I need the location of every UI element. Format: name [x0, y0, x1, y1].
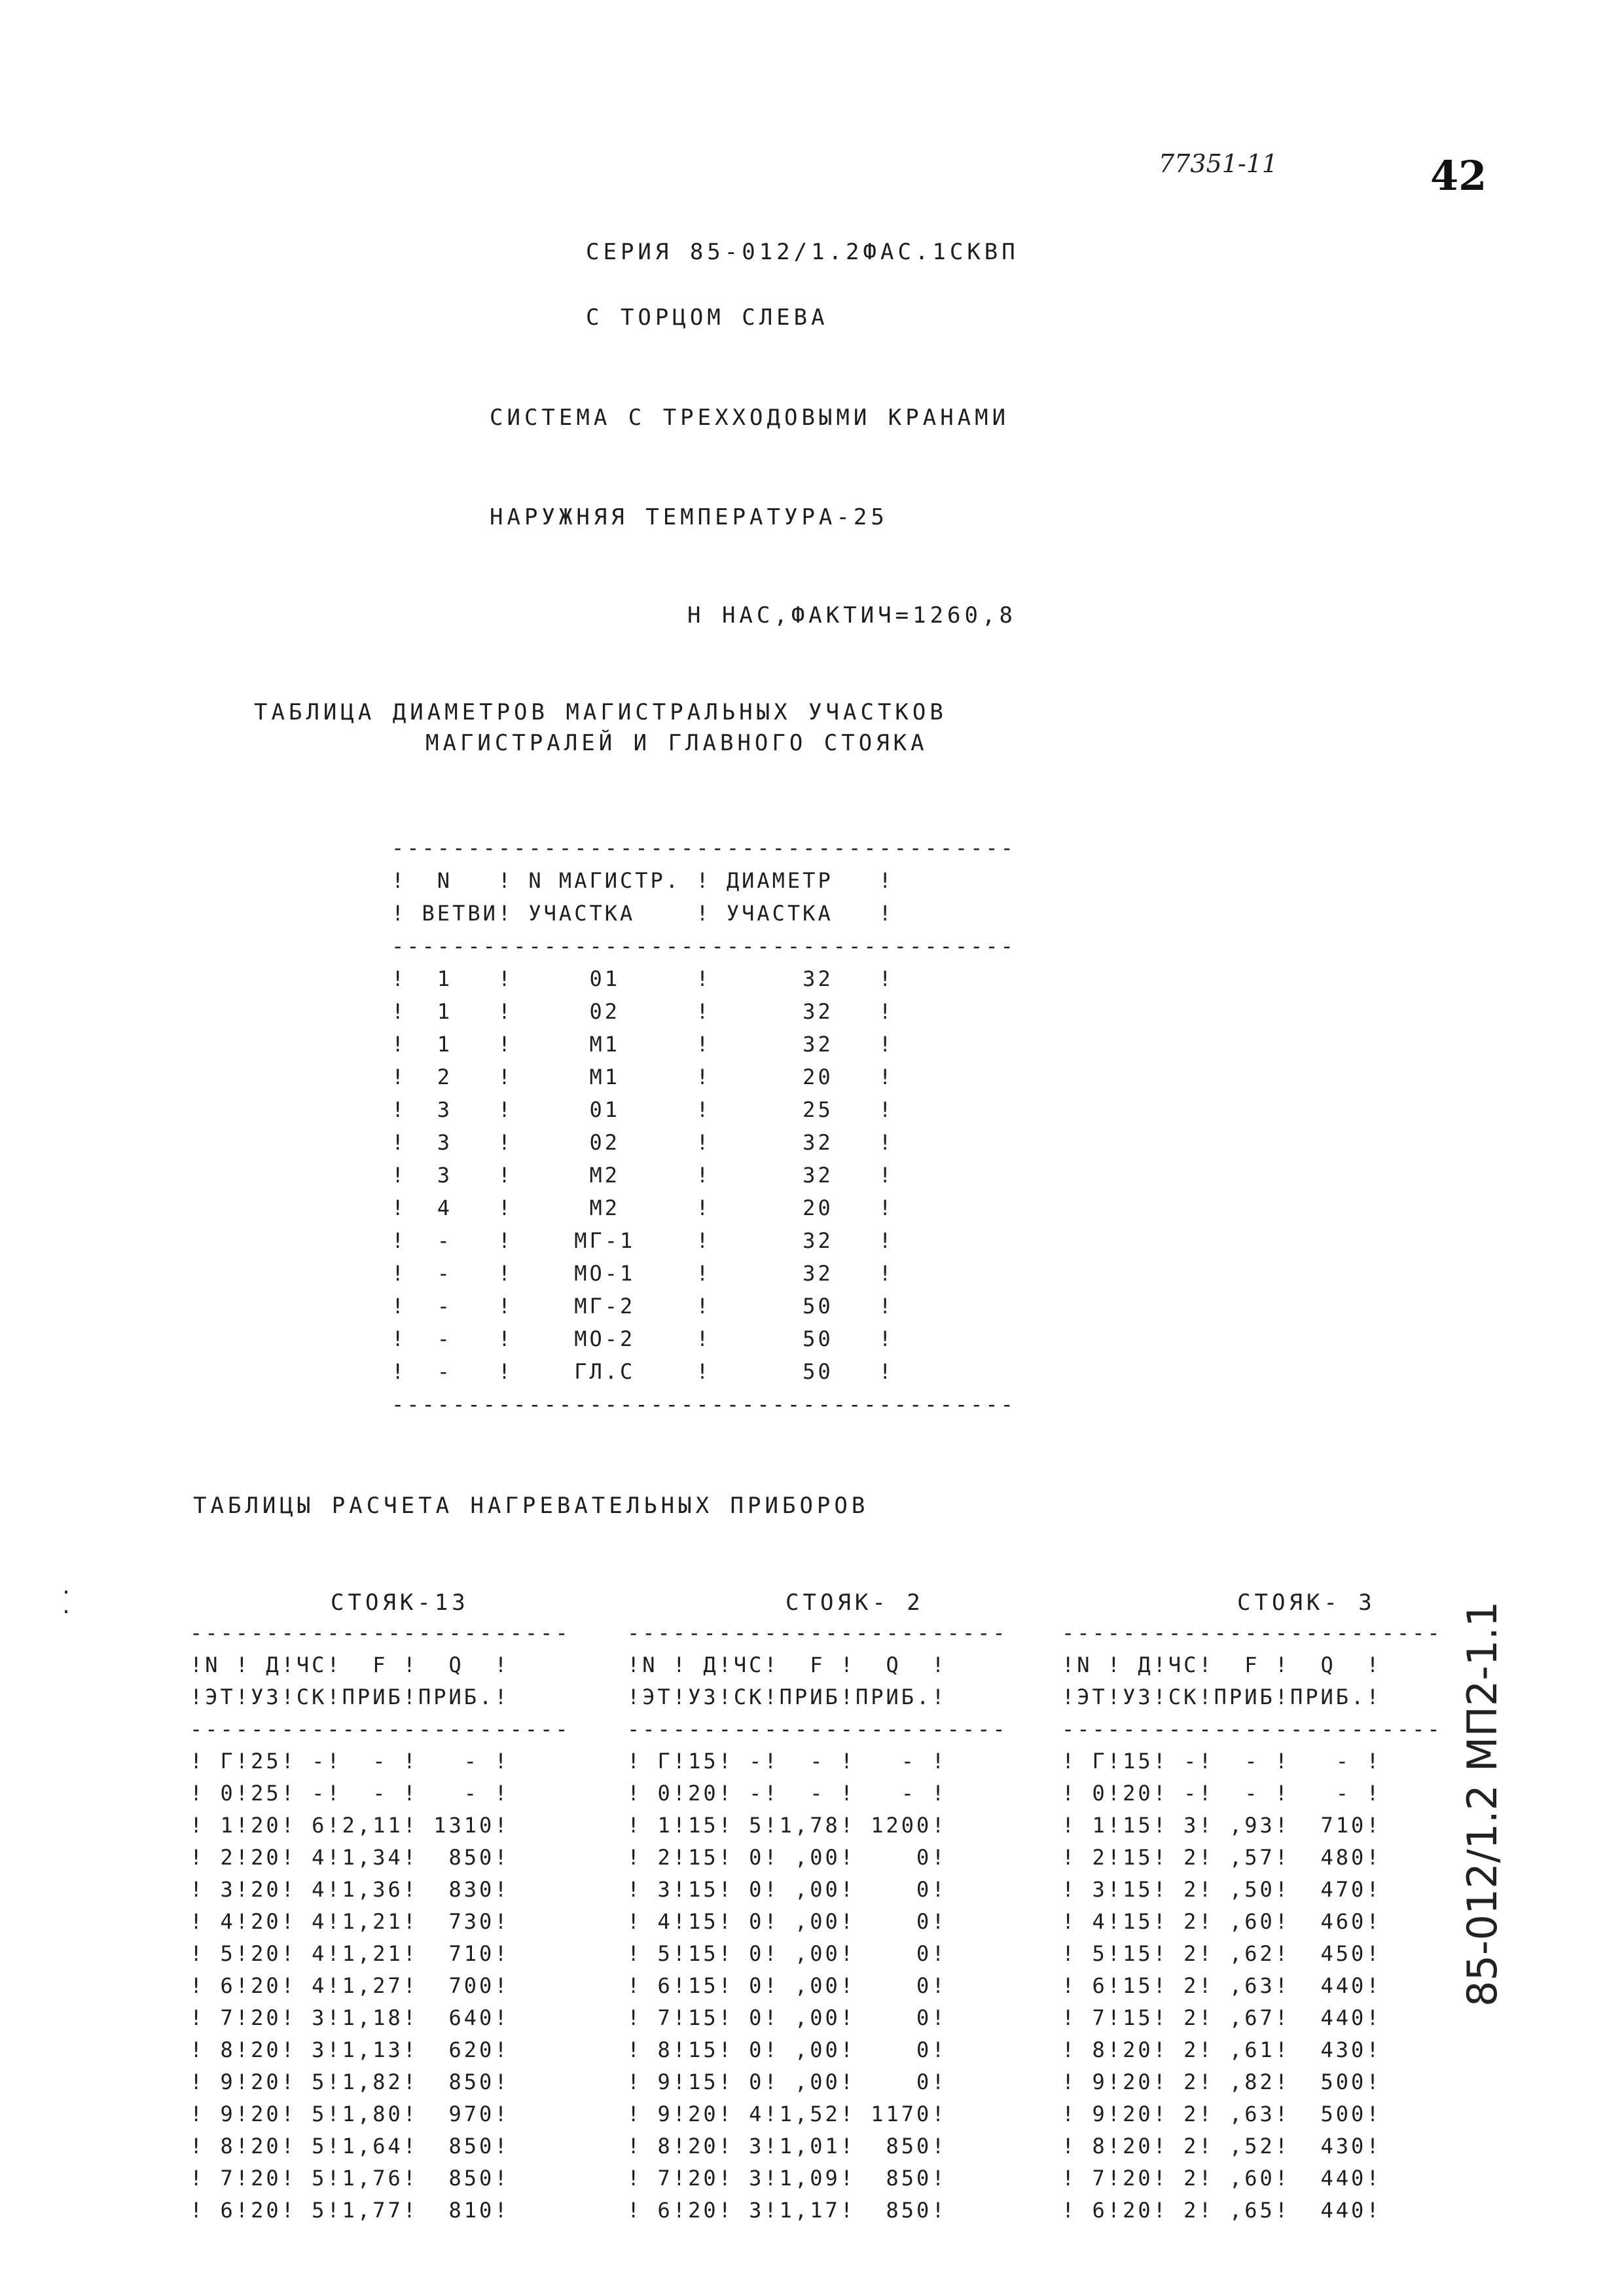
riser-table-line: ! 4!20! 4!1,21! 730! — [190, 1909, 510, 1934]
riser-3-title: СТОЯК- 3 — [1237, 1590, 1376, 1616]
riser-table-line: ! 6!15! 0! ,00! 0! — [627, 1973, 947, 1998]
riser-table-line: ! 1!15! 3! ,93! 710! — [1062, 1813, 1382, 1838]
diameter-table-line: ----------------------------------------- — [391, 835, 1016, 860]
riser-table-line: ! 8!20! 3!1,13! 620! — [190, 2037, 510, 2062]
riser-table-line: ------------------------- — [1062, 1620, 1443, 1645]
diameter-table — [391, 831, 1016, 1421]
margin-marks: . . — [60, 1576, 73, 1618]
riser-table-line: ! 7!15! 2! ,67! 440! — [1062, 2005, 1382, 2030]
riser-table-line: ! 0!20! -! - ! - ! — [1062, 1781, 1382, 1806]
riser-table-line: !N ! Д!ЧС! F ! Q ! — [627, 1652, 947, 1677]
riser-table-line: ! 9!20! 2! ,82! 500! — [1062, 2069, 1382, 2094]
system-line: СИСТЕМА С ТРЕХХОДОВЫМИ КРАНАМИ — [490, 405, 1010, 431]
diameter-table-line: ! - ! МО-1 ! 32 ! — [391, 1261, 894, 1286]
riser-table-line: ! 8!20! 2! ,52! 430! — [1062, 2134, 1382, 2159]
riser-3-table — [1062, 1617, 1443, 2227]
diameter-table-line: ! 2 ! М1 ! 20 ! — [391, 1065, 894, 1089]
diameter-table-line: ! 1 ! 01 ! 32 ! — [391, 966, 894, 991]
riser-table-line: ! 3!20! 4!1,36! 830! — [190, 1877, 510, 1902]
riser-table-line: ! 1!15! 5!1,78! 1200! — [627, 1813, 947, 1838]
riser-table-line: !ЭТ!УЗ!СК!ПРИБ!ПРИБ.! — [190, 1685, 510, 1709]
riser-table-line: ! 3!15! 0! ,00! 0! — [627, 1877, 947, 1902]
riser-table-line: ! 9!20! 5!1,80! 970! — [190, 2102, 510, 2126]
document-code: 77351-11 — [1159, 149, 1278, 178]
outdoor-temp-line: НАРУЖНЯЯ ТЕМПЕРАТУРА-25 — [490, 504, 888, 530]
riser-table-line: ! 5!20! 4!1,21! 710! — [190, 1941, 510, 1966]
riser-13-title: СТОЯК-13 — [331, 1590, 469, 1616]
table2-title: ТАБЛИЦЫ РАСЧЕТА НАГРЕВАТЕЛЬНЫХ ПРИБОРОВ — [193, 1493, 869, 1519]
riser-table-line: !ЭТ!УЗ!СК!ПРИБ!ПРИБ.! — [627, 1685, 947, 1709]
diameter-table-line: ! - ! МО-2 ! 50 ! — [391, 1326, 894, 1351]
riser-table-line: ! 9!20! 2! ,63! 500! — [1062, 2102, 1382, 2126]
pressure-line: Н НАС,ФАКТИЧ=1260,8 — [687, 602, 1017, 629]
riser-table-line: ! 8!15! 0! ,00! 0! — [627, 2037, 947, 2062]
series-line: СЕРИЯ 85-012/1.2ФАС.1СКВП — [586, 239, 1019, 265]
riser-table-line: ! 8!20! 5!1,64! 850! — [190, 2134, 510, 2159]
table1-title-line1: ТАБЛИЦА ДИАМЕТРОВ МАГИСТРАЛЬНЫХ УЧАСТКОВ — [254, 699, 947, 725]
riser-table-line: ! 6!20! 5!1,77! 810! — [190, 2198, 510, 2223]
riser-table-line: ! 5!15! 0! ,00! 0! — [627, 1941, 947, 1966]
page-number: 42 — [1430, 152, 1487, 200]
riser-table-line: ! 1!20! 6!2,11! 1310! — [190, 1813, 510, 1838]
riser-table-line: ------------------------- — [190, 1717, 571, 1741]
riser-table-line: ! 6!20! 4!1,27! 700! — [190, 1973, 510, 1998]
diameter-table-line: ! - ! ГЛ.С ! 50 ! — [391, 1359, 894, 1384]
diameter-table-line: ! 1 ! М1 ! 32 ! — [391, 1032, 894, 1057]
riser-table-line: ! 8!20! 2! ,61! 430! — [1062, 2037, 1382, 2062]
riser-table-line: ------------------------- — [627, 1620, 1008, 1645]
riser-table-line: ! Г!15! -! - ! - ! — [627, 1749, 947, 1774]
riser-table-line: ! 4!15! 2! ,60! 460! — [1062, 1909, 1382, 1934]
table1-title-line2: МАГИСТРАЛЕЙ И ГЛАВНОГО СТОЯКА — [425, 730, 928, 756]
riser-table-line: ! 0!20! -! - ! - ! — [627, 1781, 947, 1806]
riser-table-line: ! Г!25! -! - ! - ! — [190, 1749, 510, 1774]
diameter-table-line: ! - ! МГ-1 ! 32 ! — [391, 1228, 894, 1253]
riser-table-line: !N ! Д!ЧС! F ! Q ! — [190, 1652, 510, 1677]
riser-table-line: ! 3!15! 2! ,50! 470! — [1062, 1877, 1382, 1902]
riser-table-line: !N ! Д!ЧС! F ! Q ! — [1062, 1652, 1382, 1677]
riser-table-line: ! 9!15! 0! ,00! 0! — [627, 2069, 947, 2094]
riser-table-line: ------------------------- — [1062, 1717, 1443, 1741]
diameter-table-line: ! 3 ! 02 ! 32 ! — [391, 1130, 894, 1155]
diameter-table-line: ! 1 ! 02 ! 32 ! — [391, 999, 894, 1024]
riser-table-line: ------------------------- — [190, 1620, 571, 1645]
diameter-table-line: ! 4 ! М2 ! 20 ! — [391, 1195, 894, 1220]
riser-table-line: ! 2!15! 0! ,00! 0! — [627, 1845, 947, 1870]
riser-table-line: ! 7!20! 3!1,09! 850! — [627, 2166, 947, 2191]
riser-table-line: ! 6!20! 3!1,17! 850! — [627, 2198, 947, 2223]
riser-13-table — [190, 1617, 571, 2227]
diameter-table-line: ! 3 ! М2 ! 32 ! — [391, 1163, 894, 1188]
riser-table-line: ! 5!15! 2! ,62! 450! — [1062, 1941, 1382, 1966]
riser-table-line: ! 8!20! 3!1,01! 850! — [627, 2134, 947, 2159]
diameter-table-line: ! 3 ! 01 ! 25 ! — [391, 1097, 894, 1122]
riser-2-table — [627, 1617, 1008, 2227]
riser-table-line: ! 2!20! 4!1,34! 850! — [190, 1845, 510, 1870]
riser-2-title: СТОЯК- 2 — [785, 1590, 924, 1616]
riser-table-line: ! 7!15! 0! ,00! 0! — [627, 2005, 947, 2030]
riser-table-line: ! 4!15! 0! ,00! 0! — [627, 1909, 947, 1934]
orientation-line: С ТОРЦОМ СЛЕВА — [586, 304, 829, 331]
riser-table-line: ! 7!20! 2! ,60! 440! — [1062, 2166, 1382, 2191]
riser-table-line: ! Г!15! -! - ! - ! — [1062, 1749, 1382, 1774]
diameter-table-line: ! - ! МГ-2 ! 50 ! — [391, 1294, 894, 1319]
diameter-table-line: ----------------------------------------- — [391, 934, 1016, 958]
riser-table-line: ! 2!15! 2! ,57! 480! — [1062, 1845, 1382, 1870]
diameter-table-line: ! ВЕТВИ! УЧАСТКА ! УЧАСТКА ! — [391, 901, 894, 926]
riser-table-line: ! 6!20! 2! ,65! 440! — [1062, 2198, 1382, 2223]
riser-table-line: ! 6!15! 2! ,63! 440! — [1062, 1973, 1382, 1998]
riser-table-line: ! 7!20! 5!1,76! 850! — [190, 2166, 510, 2191]
diameter-table-line: ----------------------------------------- — [391, 1392, 1016, 1417]
side-stamp: 85-012/1.2 МП2-1.1 — [1458, 1601, 1506, 2007]
riser-table-line: !ЭТ!УЗ!СК!ПРИБ!ПРИБ.! — [1062, 1685, 1382, 1709]
riser-table-line: ! 9!20! 5!1,82! 850! — [190, 2069, 510, 2094]
riser-table-line: ! 9!20! 4!1,52! 1170! — [627, 2102, 947, 2126]
riser-table-line: ------------------------- — [627, 1717, 1008, 1741]
diameter-table-line: ! N ! N МАГИСТР. ! ДИАМЕТР ! — [391, 868, 894, 893]
riser-table-line: ! 0!25! -! - ! - ! — [190, 1781, 510, 1806]
riser-table-line: ! 7!20! 3!1,18! 640! — [190, 2005, 510, 2030]
